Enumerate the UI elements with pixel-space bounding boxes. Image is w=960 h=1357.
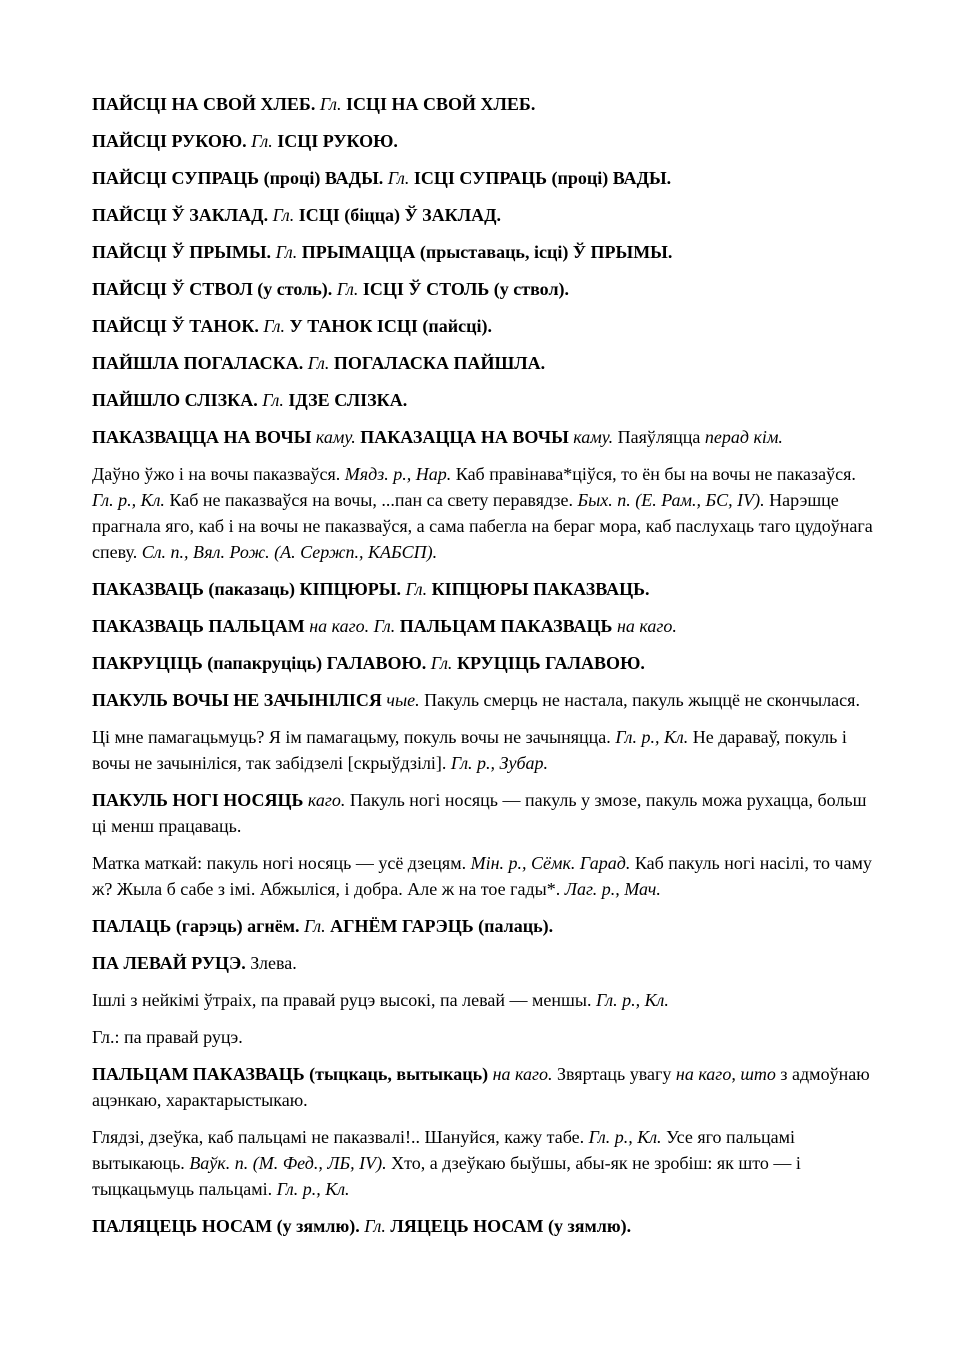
paragraph bbox=[92, 1213, 876, 1239]
citation-italic: Гл. bbox=[364, 1216, 386, 1236]
headword: ІСЦІ Ў СТОЛЬ (у ствол). bbox=[362, 279, 570, 299]
headword: ПАЛАЦЬ (гарэць) агнём. bbox=[92, 916, 300, 936]
paragraph bbox=[92, 387, 876, 413]
text-run: Хто, а дзеўкаю быўшы, абы-як не зробіш: як што — і тыцкацьмуць пальцамі. bbox=[92, 1153, 801, 1199]
citation-italic: Ваўк. п. (М. Фед., ЛБ, IV). bbox=[189, 1153, 387, 1173]
headword: КІПЦЮРЫ ПАКАЗВАЦЬ. bbox=[431, 579, 650, 599]
headword: АГНЁМ ГАРЭЦЬ (палаць). bbox=[330, 916, 554, 936]
paragraph bbox=[92, 424, 876, 450]
headword: ПАЙСЦІ СУПРАЦЬ (процi) ВАДЫ. bbox=[92, 168, 384, 188]
text-run: Паяўляцца bbox=[613, 427, 705, 447]
headword: ПАКРУЦІЦЬ (папакруціць) ГАЛАВОЮ. bbox=[92, 653, 427, 673]
text-run: Даўно ўжо і на вочы паказваўся. bbox=[92, 464, 345, 484]
headword: ПАКАЗВАЦЬ (паказаць) КІПЦЮРЫ. bbox=[92, 579, 401, 599]
citation-italic: Гл. р., Кл. bbox=[595, 990, 669, 1010]
paragraph bbox=[92, 276, 876, 302]
headword: ПАКУЛЬ НОГІ НОСЯЦЬ bbox=[92, 790, 304, 810]
headword: ІСЦІ НА СВОЙ ХЛЕБ. bbox=[345, 94, 536, 114]
citation-italic: на каго. bbox=[492, 1064, 553, 1084]
citation-italic: на каго. bbox=[616, 616, 677, 636]
text-run: Глядзі, дзеўка, каб пальцамі не паказвалі!.. Шануйся, кажу табе. bbox=[92, 1127, 589, 1147]
headword: ЛЯЦЕЦЬ НОСАМ (у зямлю). bbox=[390, 1216, 632, 1236]
citation-italic: Гл. bbox=[272, 205, 295, 225]
headword: ПОГАЛАСКА ПАЙШЛА. bbox=[333, 353, 546, 373]
text-run: Гл.: па правай руцэ. bbox=[92, 1027, 243, 1047]
citation-italic: каму. bbox=[315, 427, 356, 447]
paragraph bbox=[92, 613, 876, 639]
paragraph bbox=[92, 1061, 876, 1113]
citation-italic: Гл. р., Кл. bbox=[615, 727, 689, 747]
paragraph bbox=[92, 350, 876, 376]
headword: ПАЙСЦІ Ў ТАНОК. bbox=[92, 316, 259, 336]
citation-italic: Быx. п. (Е. Рам., БС, IV). bbox=[577, 490, 765, 510]
citation-italic: Гл. bbox=[251, 131, 273, 151]
headword: ПАЙСЦІ РУКОЮ. bbox=[92, 131, 247, 151]
citation-italic: Гл. р., Кл. bbox=[276, 1179, 350, 1199]
headword: ПАЛЬЦАМ ПАКАЗВАЦЬ (тыцкаць, вытыкаць) bbox=[92, 1064, 489, 1084]
citation-italic: Лаг. р., Мач. bbox=[564, 879, 661, 899]
citation-italic: каму. bbox=[573, 427, 614, 447]
headword: ПАКАЗАЦЦА НА ВОЧЫ bbox=[360, 427, 569, 447]
headword: ІСЦІ СУПРАЦЬ (процi) ВАДЫ. bbox=[413, 168, 672, 188]
paragraph bbox=[92, 128, 876, 154]
paragraph bbox=[92, 913, 876, 939]
text-run: Ішлі з нейкімі ўтраіх, па правай руцэ высокі, па левай — меншы. bbox=[92, 990, 596, 1010]
citation-italic: каго. bbox=[307, 790, 346, 810]
citation-italic: Гл. bbox=[387, 168, 410, 188]
text-run: Ці мне памагацьмуць? Я ім памагацьму, покуль вочы не зачыняцца. bbox=[92, 727, 616, 747]
paragraph bbox=[92, 850, 876, 902]
paragraph bbox=[92, 576, 876, 602]
text-run: Пакуль ногі носяць — пакуль у змозе, пакуль можа рухацца, больш ці менш працаваць. bbox=[92, 790, 867, 836]
paragraph bbox=[92, 202, 876, 228]
text-run: Матка маткай: пакуль ногі носяць — усё дзецям. bbox=[92, 853, 471, 873]
paragraph bbox=[92, 313, 876, 339]
headword: ПАЛЬЦАМ ПАКАЗВАЦЬ bbox=[399, 616, 613, 636]
text-run: Звяртаць увагу bbox=[552, 1064, 676, 1084]
citation-italic: Гл. bbox=[319, 94, 342, 114]
citation-italic: Гл. bbox=[275, 242, 298, 262]
citation-italic: на каго, што bbox=[675, 1064, 776, 1084]
headword: ПАКАЗВАЦЬ ПАЛЬЦАМ bbox=[92, 616, 305, 636]
text-run: Злева. bbox=[245, 953, 297, 973]
text-run: Усе яго пальцамі вытыкаюць. bbox=[92, 1127, 796, 1173]
paragraph bbox=[92, 687, 876, 713]
citation-italic: на каго. Гл. bbox=[309, 616, 396, 636]
citation-italic: Гл. bbox=[336, 279, 359, 299]
paragraph bbox=[92, 950, 876, 976]
headword: ПАЙСЦІ Ў СТВОЛ (у столь). bbox=[92, 279, 333, 299]
headword: ІСЦІ (біцца) Ў ЗАКЛАД. bbox=[298, 205, 502, 225]
headword: ПАЙШЛО СЛІЗКА. bbox=[92, 390, 258, 410]
dictionary-entries bbox=[92, 91, 876, 1250]
paragraph bbox=[92, 165, 876, 191]
headword: ПАЙСЦІ Ў ПРЫМЫ. bbox=[92, 242, 272, 262]
citation-italic: Гл. р., Кл. bbox=[588, 1127, 662, 1147]
text-run: Нарэшце прагнала яго, каб і на вочы не паказваўся, а сама пабегла на бераг мора, каб паслухаць таго цудоўнага спеву. bbox=[92, 490, 873, 562]
text-run: Каб не паказваўся на вочы, ...пан са свету перавядзе. bbox=[164, 490, 578, 510]
headword: ПА ЛЕВАЙ РУЦЭ. bbox=[92, 953, 246, 973]
paragraph bbox=[92, 650, 876, 676]
citation-italic: Гл. bbox=[303, 916, 326, 936]
text-run: з адмоўнаю ацэнкаю, характарыстыкаю. bbox=[92, 1064, 870, 1110]
paragraph bbox=[92, 987, 876, 1013]
paragraph bbox=[92, 461, 876, 565]
headword: ПАЙСЦІ НА СВОЙ ХЛЕБ. bbox=[92, 94, 316, 114]
headword: ІСЦІ РУКОЮ. bbox=[277, 131, 398, 151]
citation-italic: Мядз. р., Нар. bbox=[344, 464, 452, 484]
text-run: Каб правінава*ціўся, то ён бы на вочы не паказаўся. bbox=[451, 464, 856, 484]
paragraph bbox=[92, 1024, 876, 1050]
headword: ІДЗЕ СЛІЗКА. bbox=[288, 390, 408, 410]
headword: ПАЙШЛА ПОГАЛАСКА. bbox=[92, 353, 304, 373]
citation-italic: Гл. bbox=[307, 353, 330, 373]
paragraph bbox=[92, 91, 876, 117]
headword: КРУЦІЦЬ ГАЛАВОЮ. bbox=[456, 653, 645, 673]
citation-italic: чые. bbox=[386, 690, 420, 710]
paragraph bbox=[92, 1124, 876, 1202]
headword: ПАКАЗВАЦЦА НА ВОЧЫ bbox=[92, 427, 312, 447]
headword: У ТАНОК ІСЦІ (пайсці). bbox=[289, 316, 493, 336]
citation-italic: Гл. bbox=[262, 390, 284, 410]
citation-italic: Гл. bbox=[263, 316, 286, 336]
headword: ПАКУЛЬ ВОЧЫ НЕ ЗАЧЫНІЛІСЯ bbox=[92, 690, 382, 710]
paragraph bbox=[92, 787, 876, 839]
headword: ПАЛЯЦЕЦЬ НОСАМ (у зямлю). bbox=[92, 1216, 360, 1236]
citation-italic: Сл. п., Вял. Рож. (А. Сержп., КАБСП). bbox=[141, 542, 438, 562]
citation-italic: перад кім. bbox=[704, 427, 783, 447]
headword: ПРЫМАЦЦА (прыставаць, ісці) Ў ПРЫМЫ. bbox=[301, 242, 673, 262]
citation-italic: Гл. р., Зубар. bbox=[450, 753, 549, 773]
citation-italic: Гл. р., Кл. bbox=[92, 490, 165, 510]
paragraph bbox=[92, 724, 876, 776]
text-run: Каб пакуль ногі насілі, то чаму ж? Жыла б сабе з імі. Абжыліся, і добра. Але ж на тое гады*. bbox=[92, 853, 872, 899]
citation-italic: Мін. р., Сёмк. Гарад. bbox=[470, 853, 631, 873]
citation-italic: Гл. bbox=[430, 653, 453, 673]
paragraph bbox=[92, 239, 876, 265]
text-run: Не дараваў, покуль і вочы не зачыніліся, так забідзелі [скрыўдзілі]. bbox=[92, 727, 847, 773]
headword: ПАЙСЦІ Ў ЗАКЛАД. bbox=[92, 205, 269, 225]
text-run: Пакуль смерць не настала, пакуль жыццё не скончылася. bbox=[419, 690, 860, 710]
citation-italic: Гл. bbox=[405, 579, 428, 599]
